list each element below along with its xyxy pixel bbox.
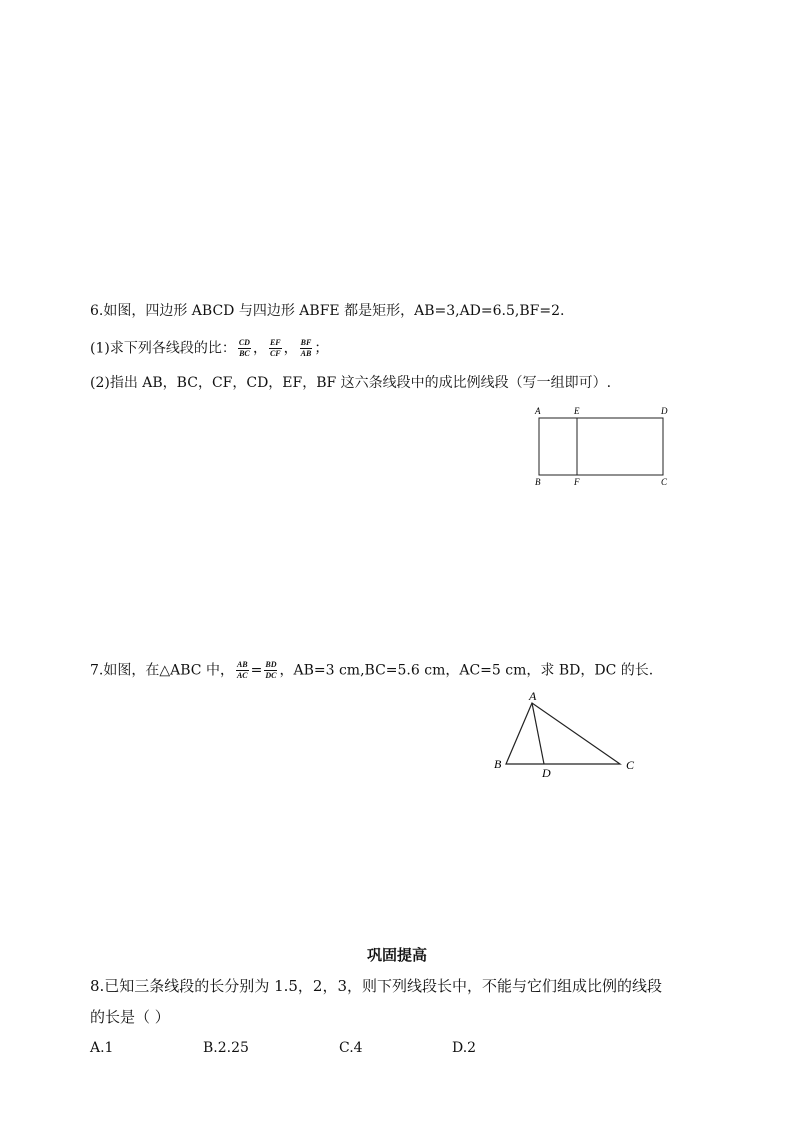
label-e: E — [574, 406, 580, 416]
label-b: B — [535, 477, 541, 487]
triangle-abc — [506, 703, 620, 764]
terminator: ； — [314, 340, 329, 357]
option-d: D.2 — [452, 1040, 477, 1056]
fraction-numerator: BF — [300, 338, 312, 347]
equals-sign: = — [250, 662, 263, 679]
fraction-denominator: CF — [269, 349, 281, 358]
fraction-denominator: DC — [265, 671, 277, 680]
label-d: D — [542, 766, 551, 780]
fraction-bd-dc — [264, 660, 277, 681]
label-a: A — [535, 406, 541, 416]
option-c: C.4 — [339, 1040, 363, 1056]
label-b: B — [494, 757, 502, 771]
q7-suffix: ，AB=3 cm,BC=5.6 cm，AC=5 cm，求 BD，DC 的长. — [279, 662, 654, 679]
segment-ad — [532, 703, 544, 764]
section-title: 巩固提高 — [366, 946, 427, 964]
q7-triangle-figure — [488, 688, 643, 783]
separator: ， — [252, 340, 267, 357]
q6-part2: (2)指出 AB，BC，CF，CD，EF，BF 这六条线段中的成比例线段（写一组即可）. — [90, 375, 612, 391]
q7-stem — [90, 660, 653, 681]
label-f: F — [574, 477, 580, 487]
fraction-bf-ab — [300, 338, 313, 359]
q6-part1-prefix: (1)求下列各线段的比： — [90, 340, 236, 357]
fraction-ef-cf — [269, 338, 282, 359]
fraction-numerator: EF — [269, 338, 281, 347]
fraction-numerator: AB — [236, 660, 248, 669]
option-a: A.1 — [90, 1040, 114, 1056]
fraction-numerator: BD — [265, 660, 277, 669]
q6-part1 — [90, 338, 328, 359]
fraction-denominator: AB — [300, 349, 312, 358]
q8-line2: 的长是（ ） — [90, 1008, 170, 1026]
q6-stem: 6.如图，四边形 ABCD 与四边形 ABFE 都是矩形，AB=3,AD=6.5,BF=2. — [90, 303, 565, 319]
label-d: D — [661, 406, 668, 416]
separator: ， — [283, 340, 298, 357]
label-a: A — [529, 689, 537, 703]
q8-line1: 8.已知三条线段的长分别为 1.5，2，3，则下列线段长中，不能与它们组成比例的线段 — [90, 977, 663, 995]
label-c: C — [661, 477, 668, 487]
q7-prefix: 7.如图，在△ABC 中， — [90, 662, 234, 679]
fraction-cd-bc — [238, 338, 251, 359]
fraction-denominator: BC — [239, 349, 250, 358]
label-c: C — [626, 758, 635, 772]
q6-rectangle-figure — [530, 402, 675, 490]
fraction-numerator: CD — [238, 338, 250, 347]
fraction-ab-ac — [236, 660, 249, 681]
fraction-denominator: AC — [236, 671, 248, 680]
rectangle-abcd — [539, 418, 663, 475]
option-b: B.2.25 — [203, 1040, 249, 1056]
